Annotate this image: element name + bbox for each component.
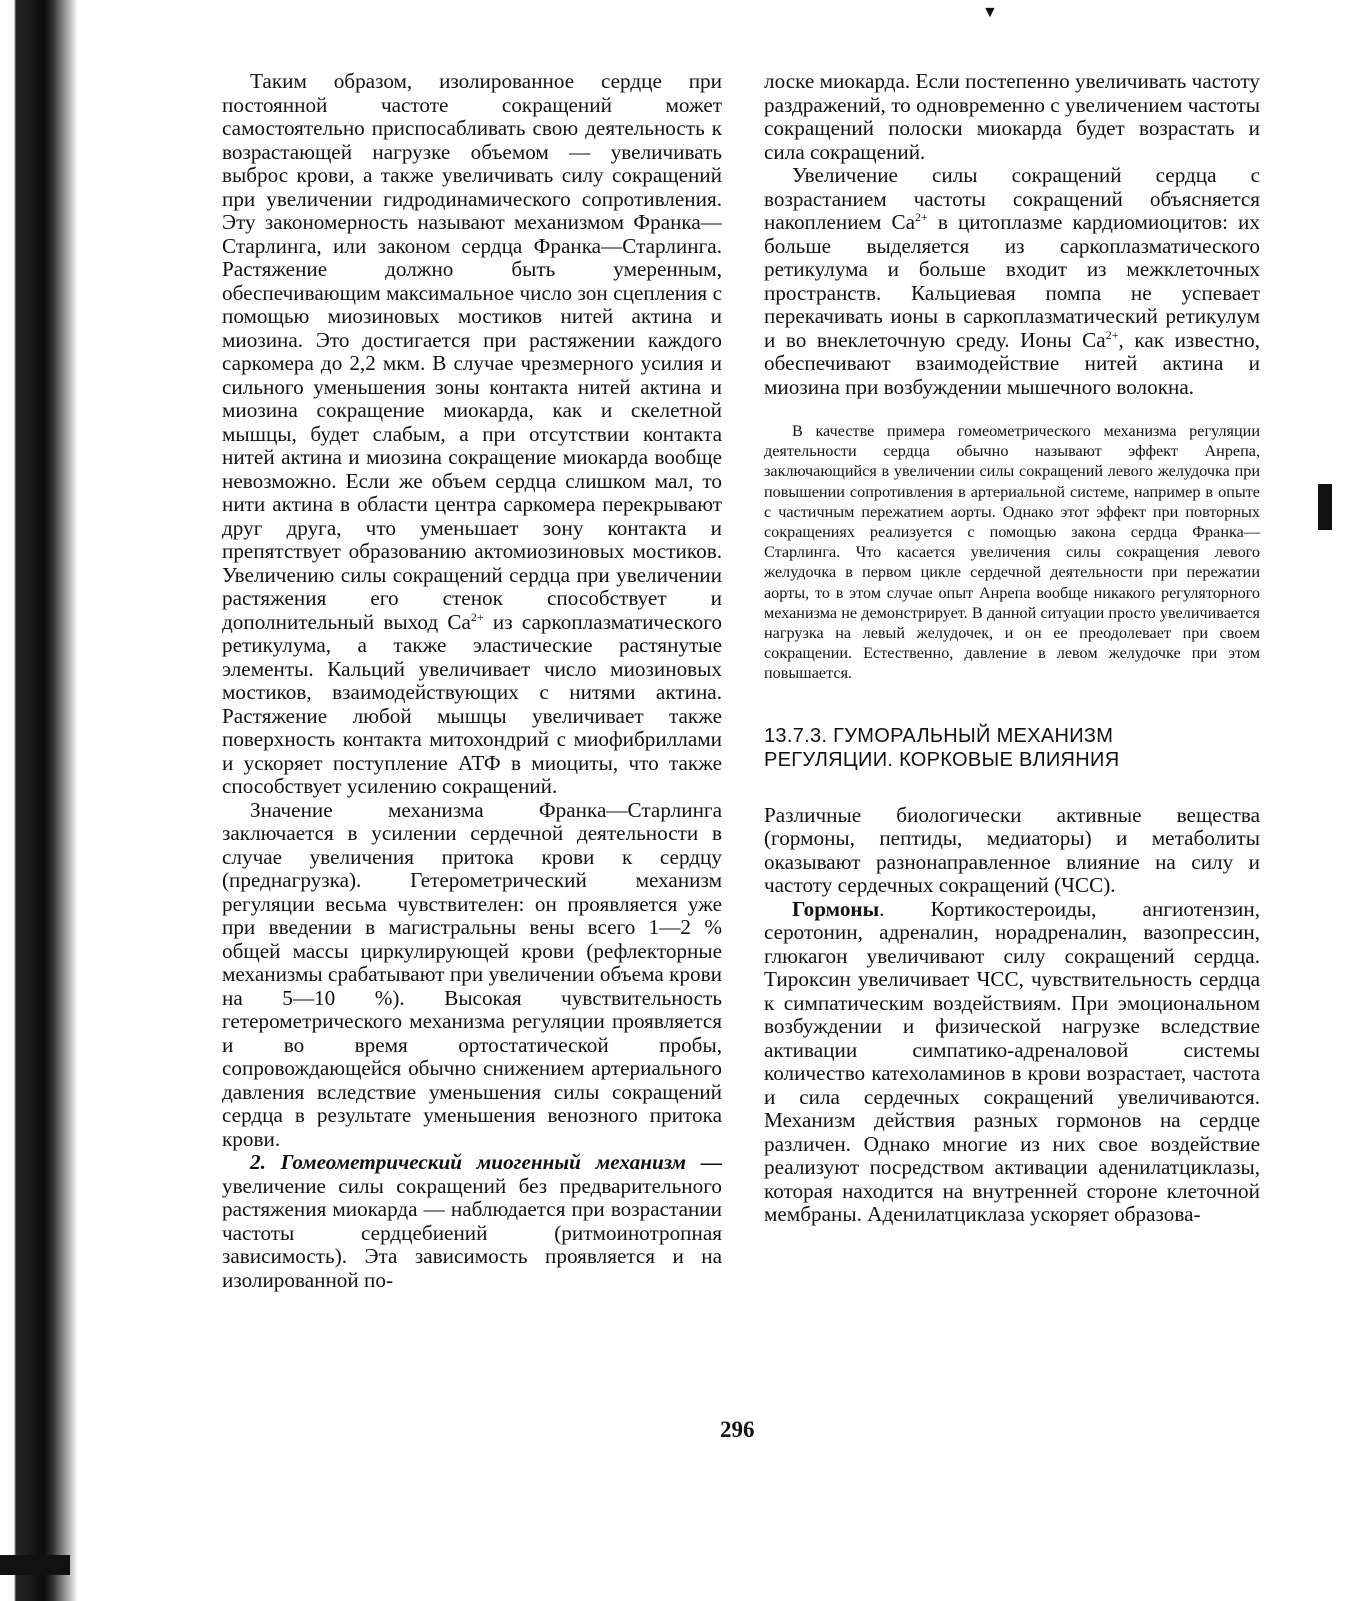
small-print-note: В качестве примера гомеометрического механизма регуляции деятельности сердца обычно называют эффект Анрепа, заключающийся в увеличении силы сокращений левого желудочка при повышении сопротивления в артериальной системе, например в опыте с частичным пережатием аорты. Однако этот эффект при повторных сокращениях реализуется с помощью закона сердца Франка—Старлинга. Что касается увеличения силы сокращения левого желудочка в первом цикле сердечной деятельности при пережатии аорты, то в этом случае опыт Анрепа вообще никакого регуляторного механизма не демонстрирует. В данной ситуации просто увеличивается нагрузка на левый желудочек, и он ее преодолевает при своем сокращении. Естественно, давление в левом желудочке при этом повышается. — [764, 422, 1260, 683]
right-paragraph-1: лоске миокарда. Если постепенно увеличивать частоту раздражений, то одновременно с увеличением частоты сокращений полоски миокарда будет возрастать и сила сокращений. — [764, 69, 1260, 164]
left-paragraph-1: Таким образом, изолированное сердце при постоянной частоте сокращений может самостоятельно приспосабливать свою деятельность к возрастающей нагрузке объемом — увеличивать выброс крови, а также увеличивать силу сокращений при увеличении гидродинамического сопротивления. Эту закономерность называют механизмом Франка—Старлинга, или законом сердца Франка—Старлинга. Растяжение должно быть умеренным, обеспечивающим максимальное число зон сцепления с помощью миозиновых мостиков нитей актина и миозина. Это достигается при растяжении каждого саркомера до 2,2 мкм. В случае чрезмерного усилия и сильного уменьшения зоны контакта нитей актина и миозина сокращение миокарда, как и скелетной мышцы, будет слабым, а при отсутствии контакта нитей актина и миозина сокращение миокарда вообще невозможно. Если же объем сердца слишком мал, то нити актина в области центра саркомера перекрывают друг друга, что уменьшает зону контакта и препятствует образованию актомиозиновых мостиков. Увеличению силы сокращений сердца при увеличении растяжения его стенок способствует и дополнительный выход $Ca^{2+}$ из саркоплазматического ретикулума, а также эластические растянутые элементы. Кальций увеличивает число миозиновых мостиков, взаимодействующих с нитями актина. Растяжение любой мышцы увеличивает также поверхность контакта митохондрий с миофибриллами и ускоряет поступление АТФ в миоциты, что также способствует усилению сокращений. — [222, 69, 722, 798]
right-paragraph-2: Увеличение силы сокращений сердца с возрастанием частоты сокращений объясняется накоплением $Ca^{2+}$ в цитоплазме кардиомиоцитов: их больше выделяется из саркоплазматического ретикулума и больше входит из межклеточных пространств. Кальциевая помпа не успевает перекачивать ионы в саркоплазматический ретикулум и во внеклеточную среду. Ионы $Ca^{2+}$, как известно, обеспечивают взаимодействие нитей актина и миозина при возбуждении мышечного волокна. — [764, 163, 1260, 399]
myogenic-mechanism-term: 2. Гомеометрический миогенный механизм — — [250, 1150, 722, 1174]
hormones-term: Гормоны — [792, 896, 880, 921]
scan-binding-edge — [0, 0, 78, 1601]
left-paragraph-3: 2. Гомеометрический миогенный механизм — увеличение силы сокращений без предварительного растяжения миокарда — наблюдается при возрастании частоты сердцебиений (ритмоинотропная зависимость). Эта зависимость проявляется и на изолированной по- — [222, 1150, 722, 1292]
section-heading: 13.7.3. ГУМОРАЛЬНЫЙ МЕХАНИЗМ РЕГУЛЯЦИИ. КОРКОВЫЕ ВЛИЯНИЯ — [764, 724, 1120, 771]
heading-gap — [764, 772, 1260, 804]
page-number: 296 — [720, 1417, 755, 1442]
right-paragraph-4: Гормоны. Кортикостероиды, ангиотензин, серотонин, адреналин, норадреналин, вазопрессин, глюкагон увеличивают силу сокращений сердца. Тироксин увеличивает ЧСС, чувствительность сердца к симпатическим воздействиям. При эмоциональном возбуждении и физической нагрузке вследствие активации симпатико-адреналовой системы количество катехоламинов в крови возрастает, частота и сила сердечных сокращений увеличиваются. Механизм действия разных гормонов на сердце различен. Однако многие из них свое воздействие реализуют посредством активации аденилатциклазы, которая находится на внутренней стороне клеточной мембраны. Аденилатциклаза ускоряет образова- — [764, 896, 1260, 1227]
right-column — [764, 70, 1260, 1227]
scan-bottom-mark — [0, 1555, 70, 1575]
left-paragraph-2: Значение механизма Франка—Старлинга заключается в усилении сердечной деятельности в случае увеличения притока крови к сердцу (преднагрузка). Гетерометрический механизм регуляции весьма чувствителен: он проявляется уже при введении в магистральны вены всего 1—2 % общей массы циркулирующей крови (рефлекторные механизмы срабатывают при увеличении объема крови на 5—10 %). Высокая чувствительность гетерометрического механизма регуляции проявляется и во время ортостатической пробы, сопровождающейся обычно снижением артериального давления вследствие уменьшения силы сокращений сердца в результате уменьшения венозного притока крови. — [222, 797, 722, 1151]
left-column — [222, 70, 722, 1292]
right-paragraph-3: Различные биологически активные вещества (гормоны, пептиды, медиаторы) и метаболиты оказывают разнонаправленное влияние на силу и частоту сердечных сокращений (ЧСС). — [764, 802, 1260, 898]
side-tab-mark — [1318, 484, 1332, 530]
top-triangle-mark: ▼ — [982, 4, 998, 21]
